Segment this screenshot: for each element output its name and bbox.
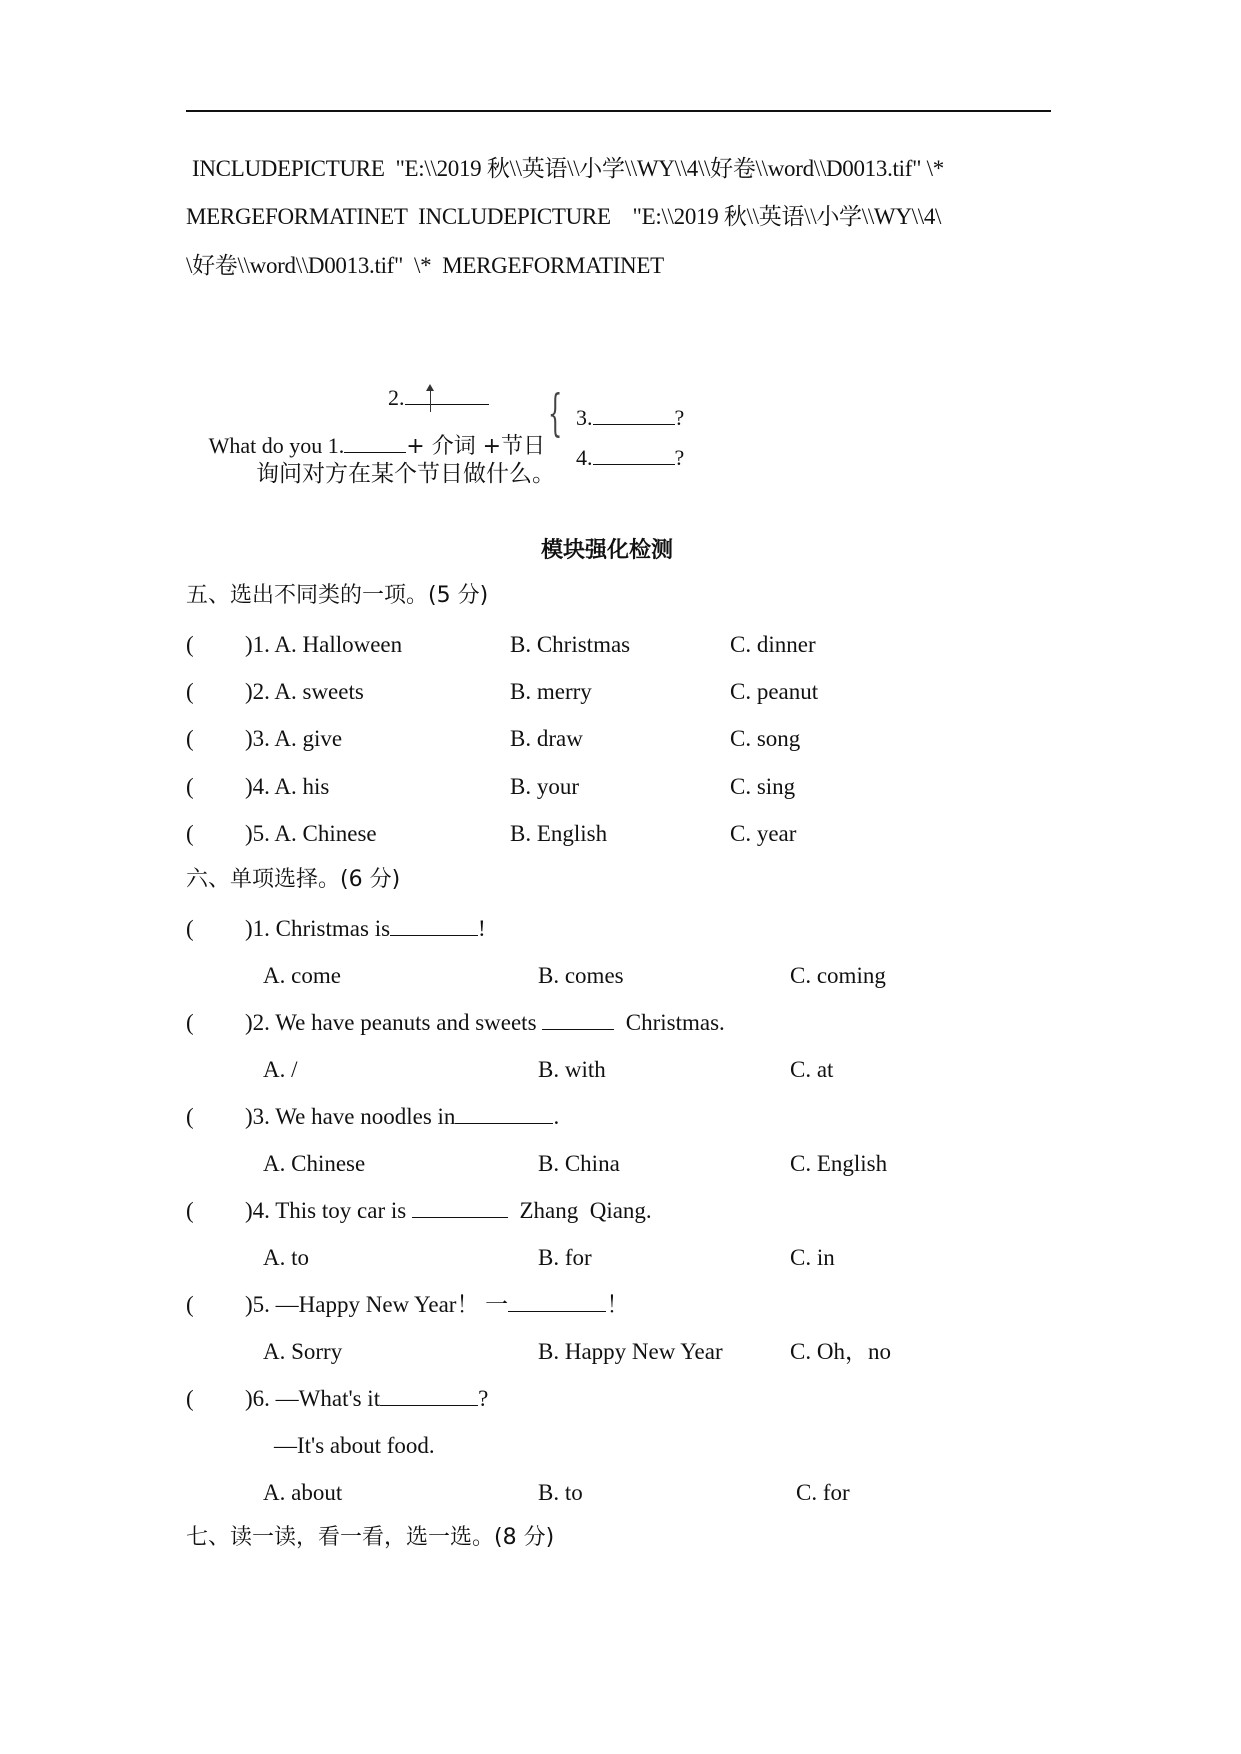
question-stem: )5. —Happy New Year！ 一 <box>245 1292 509 1317</box>
option-c: C. at <box>790 1057 834 1082</box>
brace-icon: { <box>548 384 563 442</box>
option-b: B. to <box>538 1480 583 1505</box>
blank-3[interactable] <box>593 406 675 425</box>
slot-3-question-mark: ? <box>674 405 685 430</box>
question-text <box>245 1293 629 1316</box>
section-5-heading: 五、选出不同类的一项。(5 分) <box>186 583 489 608</box>
option-a: )2. A. sweets <box>245 679 364 704</box>
field-code-line-1: INCLUDEPICTURE "E:\\2019 秋\\英语\\小学\\WY\\4\\好卷\\word\\D0013.tif" \* <box>192 156 944 181</box>
slot-4-label: 4. <box>576 445 593 470</box>
answer-paren[interactable]: ( <box>186 774 194 799</box>
answer-paren[interactable]: ( <box>186 1198 194 1223</box>
option-b: B. comes <box>538 963 624 988</box>
question-text <box>245 1199 652 1222</box>
option-a: )1. A. Halloween <box>245 632 403 657</box>
answer-paren[interactable]: ( <box>186 1292 194 1317</box>
slot-2-label: 2. <box>388 385 405 410</box>
question-stem: )6. —What's it <box>245 1386 381 1411</box>
question-reply: —It's about food. <box>274 1433 435 1458</box>
answer-blank[interactable] <box>412 1199 508 1218</box>
blank-2[interactable] <box>405 386 489 405</box>
option-b: B. English <box>510 821 608 846</box>
question-text <box>245 1105 559 1128</box>
section-6-heading: 六、单项选择。(6 分) <box>186 867 401 892</box>
answer-paren[interactable]: ( <box>186 1104 194 1129</box>
option-b: B. Christmas <box>510 632 631 657</box>
option-a: )4. A. his <box>245 774 330 799</box>
question-text <box>245 1011 725 1034</box>
section-title: 模块强化检测 <box>541 538 674 563</box>
question-tail: . <box>553 1104 560 1129</box>
answer-blank[interactable] <box>455 1105 553 1124</box>
header-rule <box>186 110 1051 112</box>
option-b: B. draw <box>510 726 583 751</box>
answer-paren[interactable]: ( <box>186 726 194 751</box>
answer-paren[interactable]: ( <box>186 679 194 704</box>
field-code-line-2: MERGEFORMATINET INCLUDEPICTURE "E:\\2019 秋\\英语\\小学\\WY\\4\ <box>186 204 942 229</box>
slot-3-label: 3. <box>576 405 593 430</box>
question-tail: Zhang Qiang. <box>507 1198 652 1223</box>
blank-1[interactable] <box>344 434 406 453</box>
answer-paren[interactable]: ( <box>186 821 194 846</box>
option-a: )3. A. give <box>245 726 343 751</box>
option-b: B. with <box>538 1057 606 1082</box>
option-c: C. dinner <box>730 632 816 657</box>
pattern-middle: + 介词 +节日 <box>406 434 546 459</box>
answer-blank[interactable] <box>380 1387 478 1406</box>
option-a: A. Chinese <box>263 1151 366 1176</box>
option-a: A. come <box>263 963 341 988</box>
question-stem: )3. We have noodles in <box>245 1104 456 1129</box>
field-code-line-3: \好卷\\word\\D0013.tif" \* MERGEFORMATINET <box>186 253 664 278</box>
question-tail: ！ <box>606 1292 630 1317</box>
option-c: C. coming <box>790 963 886 988</box>
option-b: B. your <box>510 774 579 799</box>
option-c: C. for <box>796 1480 850 1505</box>
answer-blank[interactable] <box>542 1011 614 1030</box>
question-text <box>245 917 486 940</box>
option-c: C. Oh，no <box>790 1339 891 1364</box>
question-stem: )4. This toy car is <box>245 1198 412 1223</box>
blank-4[interactable] <box>593 446 675 465</box>
option-a: A. about <box>263 1480 343 1505</box>
option-c: C. English <box>790 1151 888 1176</box>
question-tail: Christmas. <box>614 1010 725 1035</box>
slot-4-question-mark: ? <box>674 445 685 470</box>
option-b: B. Happy New Year <box>538 1339 723 1364</box>
slot-4 <box>554 424 684 491</box>
up-arrow-icon <box>430 386 431 412</box>
answer-blank[interactable] <box>390 917 478 936</box>
answer-blank[interactable] <box>508 1293 606 1312</box>
option-a: A. Sorry <box>263 1339 343 1364</box>
answer-paren[interactable]: ( <box>186 1010 194 1035</box>
question-tail: ! <box>478 916 486 941</box>
pattern-prefix: What do you 1. <box>208 433 345 458</box>
option-b: B. China <box>538 1151 620 1176</box>
question-tail: ? <box>478 1386 489 1411</box>
option-a: A. to <box>263 1245 309 1270</box>
option-a: )5. A. Chinese <box>245 821 377 846</box>
option-c: C. year <box>730 821 797 846</box>
section-7-heading: 七、读一读，看一看，选一选。(8 分) <box>186 1525 555 1550</box>
answer-paren[interactable]: ( <box>186 916 194 941</box>
answer-paren[interactable]: ( <box>186 632 194 657</box>
option-c: C. peanut <box>730 679 819 704</box>
option-c: C. in <box>790 1245 835 1270</box>
answer-paren[interactable]: ( <box>186 1386 194 1411</box>
option-b: B. for <box>538 1245 592 1270</box>
question-text <box>245 1387 488 1410</box>
question-stem: )2. We have peanuts and sweets <box>245 1010 543 1035</box>
option-b: B. merry <box>510 679 592 704</box>
diagram-caption: 询问对方在某个节日做什么。 <box>256 461 555 487</box>
question-stem: )1. Christmas is <box>245 916 391 941</box>
option-c: C. sing <box>730 774 796 799</box>
option-a: A. / <box>263 1057 298 1082</box>
option-c: C. song <box>730 726 801 751</box>
